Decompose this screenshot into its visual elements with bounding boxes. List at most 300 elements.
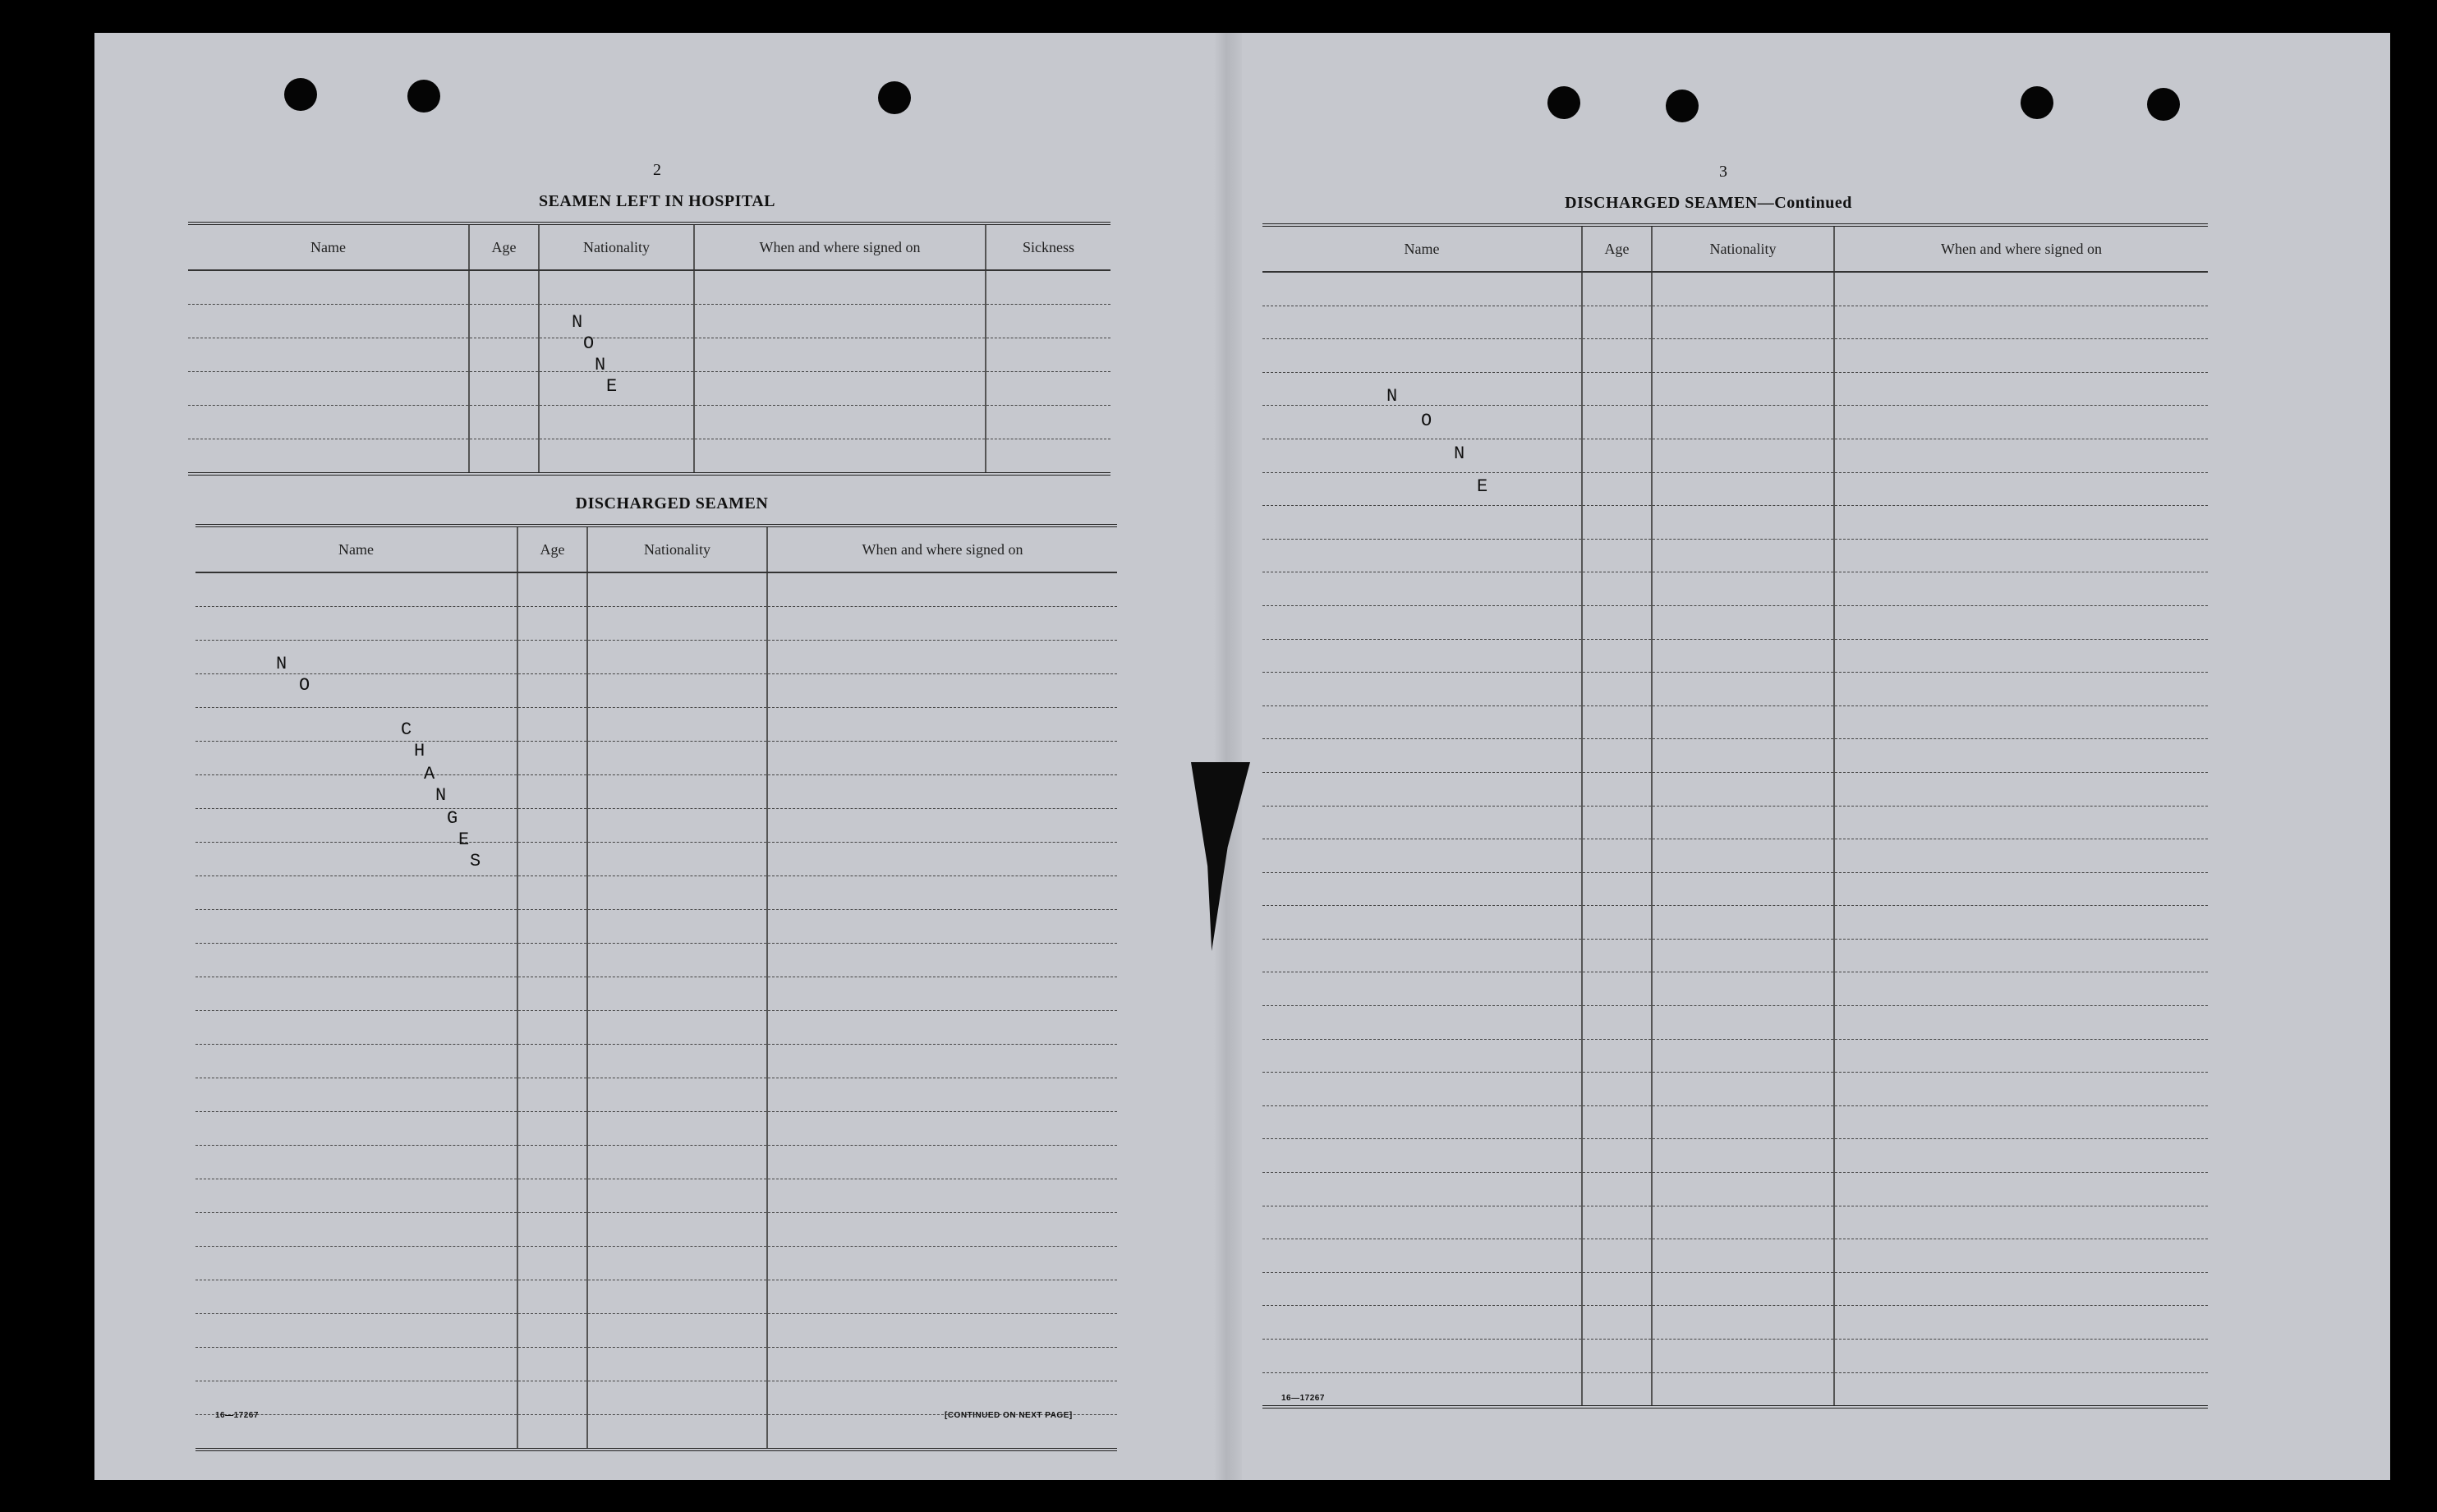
table-cell [1262, 1006, 1582, 1040]
hospital-table [188, 222, 1110, 476]
table-cell [517, 1112, 587, 1146]
table-cell [1262, 1073, 1582, 1106]
punch-hole [2021, 86, 2053, 119]
table-row [195, 809, 1117, 843]
table-cell [1834, 1139, 2208, 1173]
table-cell [1582, 272, 1652, 306]
table-row [1262, 439, 2208, 472]
table-cell [1652, 1206, 1834, 1239]
table-row [1262, 705, 2208, 739]
punch-hole [1666, 90, 1699, 122]
typed-entry-letter: O [299, 675, 310, 696]
table-row [195, 910, 1117, 944]
table-cell [195, 1045, 517, 1078]
table-cell [587, 809, 767, 843]
table-row [195, 708, 1117, 742]
table-cell [188, 372, 469, 406]
table-cell [469, 305, 539, 338]
table-cell [1262, 939, 1582, 972]
table-cell [767, 1078, 1117, 1112]
typed-entry-letter: S [470, 851, 481, 871]
table-cell [1262, 1206, 1582, 1239]
table-row [1262, 1105, 2208, 1139]
table-cell [1652, 439, 1834, 472]
discharged-table [195, 524, 1117, 1451]
table-cell [694, 406, 986, 439]
table-cell [195, 572, 517, 607]
table-cell [517, 1146, 587, 1179]
table-cell [1834, 372, 2208, 406]
table-cell [1834, 1206, 2208, 1239]
table-cell [767, 1348, 1117, 1381]
table-cell [587, 1348, 767, 1381]
column-header-age: Age [517, 526, 587, 572]
table-cell [1582, 439, 1652, 472]
punch-hole [1547, 86, 1580, 119]
table-row [195, 977, 1117, 1011]
table-row [188, 439, 1110, 475]
table-cell [1652, 872, 1834, 906]
table-cell [1652, 306, 1834, 339]
table-cell [587, 1179, 767, 1213]
table-cell [1652, 1105, 1834, 1139]
table-cell [587, 876, 767, 910]
table-cell [1582, 705, 1652, 739]
table-row [1262, 339, 2208, 373]
form-code: 16—17267 [1281, 1394, 1325, 1403]
table-row [1262, 472, 2208, 506]
table-cell [767, 876, 1117, 910]
table-cell [1834, 806, 2208, 839]
table-cell [1582, 1340, 1652, 1373]
typed-entry-letter: G [447, 808, 458, 829]
table-cell [1834, 839, 2208, 873]
table-cell [587, 977, 767, 1011]
table-cell [1652, 406, 1834, 439]
punch-hole [284, 78, 317, 111]
table-row [195, 1213, 1117, 1247]
table-row [188, 305, 1110, 338]
table-row [1262, 906, 2208, 940]
table-row [1262, 406, 2208, 439]
table-cell [517, 1247, 587, 1280]
table-cell [1834, 906, 2208, 940]
table-cell [767, 708, 1117, 742]
typed-entry-letter: N [1386, 386, 1398, 407]
table-cell [517, 641, 587, 674]
table-row [195, 1381, 1117, 1415]
typed-entry-letter: E [458, 830, 470, 850]
section-title-discharged: DISCHARGED SEAMEN [575, 494, 769, 512]
table-cell [767, 1179, 1117, 1213]
table-cell [1582, 1372, 1652, 1407]
table-row [1262, 1206, 2208, 1239]
table-cell [767, 607, 1117, 641]
table-row [195, 843, 1117, 876]
table-cell [1834, 1039, 2208, 1073]
table-row [1262, 306, 2208, 339]
table-cell [517, 1280, 587, 1314]
table-cell [195, 1247, 517, 1280]
table-cell [1262, 705, 1582, 739]
table-row [195, 775, 1117, 809]
table-cell [587, 843, 767, 876]
table-cell [1834, 772, 2208, 806]
table-cell [1652, 639, 1834, 673]
table-cell [767, 641, 1117, 674]
table-cell [1262, 1173, 1582, 1206]
table-cell [195, 1011, 517, 1045]
center-fold [1214, 33, 1242, 1480]
table-cell [587, 1415, 767, 1450]
table-row [1262, 839, 2208, 873]
table-cell [1262, 306, 1582, 339]
table-cell [539, 270, 694, 305]
table-cell [469, 439, 539, 475]
table-cell [195, 674, 517, 708]
table-cell [587, 708, 767, 742]
table-cell [587, 1314, 767, 1348]
table-cell [1582, 839, 1652, 873]
table-row [188, 270, 1110, 305]
table-cell [195, 1179, 517, 1213]
table-row [195, 1314, 1117, 1348]
table-cell [1262, 739, 1582, 773]
table-row [1262, 806, 2208, 839]
table-cell [767, 910, 1117, 944]
table-cell [587, 742, 767, 775]
table-cell [1834, 1006, 2208, 1040]
continued-note: [CONTINUED ON NEXT PAGE] [945, 1411, 1073, 1420]
table-row [1262, 939, 2208, 972]
table-cell [1652, 372, 1834, 406]
typed-entry-letter: O [583, 333, 595, 354]
table-row [1262, 872, 2208, 906]
column-header-signed-on: When and where signed on [1834, 225, 2208, 272]
table-cell [1652, 673, 1834, 706]
table-cell [1652, 572, 1834, 606]
punch-hole [407, 80, 440, 113]
table-row [195, 607, 1117, 641]
table-cell [517, 572, 587, 607]
table-cell [587, 1213, 767, 1247]
table-cell [539, 439, 694, 475]
table-cell [587, 1381, 767, 1415]
table-cell [1652, 1306, 1834, 1340]
column-header-age: Age [469, 223, 539, 270]
table-row [195, 876, 1117, 910]
table-cell [1582, 906, 1652, 940]
hospital-rows [188, 270, 1110, 474]
table-cell [469, 270, 539, 305]
table-cell [767, 1381, 1117, 1415]
table-cell [195, 1280, 517, 1314]
table-cell [1652, 972, 1834, 1006]
table-cell [188, 270, 469, 305]
table-cell [1652, 806, 1834, 839]
table-cell [517, 843, 587, 876]
table-cell [517, 1045, 587, 1078]
page-number: 2 [653, 161, 661, 179]
table-row [195, 742, 1117, 775]
column-header-nationality: Nationality [587, 526, 767, 572]
table-cell [1582, 605, 1652, 639]
table-cell [539, 406, 694, 439]
table-cell [1262, 572, 1582, 606]
section-title-discharged-continued: DISCHARGED SEAMEN—Continued [1565, 194, 1852, 212]
table-cell [1834, 639, 2208, 673]
table-row [195, 674, 1117, 708]
table-cell [1834, 872, 2208, 906]
table-cell [1834, 1073, 2208, 1106]
table-cell [1262, 1340, 1582, 1373]
table-cell [517, 775, 587, 809]
table-cell [767, 1247, 1117, 1280]
table-cell [517, 607, 587, 641]
table-cell [1582, 1206, 1652, 1239]
table-cell [1262, 506, 1582, 540]
column-header-name: Name [195, 526, 517, 572]
table-cell [1262, 339, 1582, 373]
table-cell [517, 977, 587, 1011]
table-cell [1834, 539, 2208, 572]
table-cell [1582, 639, 1652, 673]
column-header-nationality: Nationality [1652, 225, 1834, 272]
table-cell [694, 372, 986, 406]
table-row [1262, 739, 2208, 773]
table-cell [1582, 572, 1652, 606]
table-cell [1652, 339, 1834, 373]
table-cell [1582, 806, 1652, 839]
table-row [195, 1011, 1117, 1045]
table-cell [1262, 1105, 1582, 1139]
typed-entry-letter: N [435, 785, 447, 806]
column-header-sickness: Sickness [986, 223, 1110, 270]
table-cell [1834, 1105, 2208, 1139]
table-cell [1834, 705, 2208, 739]
table-cell [767, 944, 1117, 977]
table-cell [767, 742, 1117, 775]
table-cell [767, 1146, 1117, 1179]
table-cell [195, 607, 517, 641]
column-header-signed-on: When and where signed on [767, 526, 1117, 572]
table-cell [694, 305, 986, 338]
table-row [1262, 1340, 2208, 1373]
table-cell [767, 1280, 1117, 1314]
table-cell [1652, 1073, 1834, 1106]
table-cell [1834, 572, 2208, 606]
typed-entry-letter: O [1421, 411, 1432, 431]
table-row [1262, 1006, 2208, 1040]
table-cell [1834, 1340, 2208, 1373]
table-row [1262, 1239, 2208, 1273]
table-cell [1834, 306, 2208, 339]
table-cell [517, 1011, 587, 1045]
table-cell [517, 1348, 587, 1381]
typed-entry-letter: A [424, 764, 435, 784]
table-cell [1652, 1039, 1834, 1073]
table-row [195, 1179, 1117, 1213]
typed-entry-letter: H [414, 741, 425, 761]
column-header-name: Name [1262, 225, 1582, 272]
table-cell [1582, 939, 1652, 972]
table-cell [188, 338, 469, 372]
table-row [1262, 639, 2208, 673]
table-cell [195, 876, 517, 910]
table-cell [1834, 272, 2208, 306]
table-cell [1834, 506, 2208, 540]
table-cell [1582, 306, 1652, 339]
table-cell [517, 1314, 587, 1348]
table-cell [1582, 472, 1652, 506]
table-cell [539, 305, 694, 338]
table-cell [1652, 705, 1834, 739]
table-row [188, 406, 1110, 439]
table-cell [1652, 1272, 1834, 1306]
table-row [1262, 1306, 2208, 1340]
table-cell [1582, 406, 1652, 439]
table-row [1262, 1173, 2208, 1206]
discharged-continued-table [1262, 223, 2208, 1409]
table-cell [195, 775, 517, 809]
table-cell [767, 1045, 1117, 1078]
table-cell [1834, 739, 2208, 773]
table-cell [195, 1112, 517, 1146]
typed-entry-letter: N [1454, 443, 1465, 464]
column-header-age: Age [1582, 225, 1652, 272]
table-cell [195, 1213, 517, 1247]
table-cell [517, 1179, 587, 1213]
table-cell [587, 1045, 767, 1078]
table-cell [1834, 1306, 2208, 1340]
table-cell [1582, 972, 1652, 1006]
table-row [1262, 605, 2208, 639]
table-cell [195, 1146, 517, 1179]
column-header-name: Name [188, 223, 469, 270]
table-cell [517, 742, 587, 775]
table-row [1262, 673, 2208, 706]
table-cell [587, 1011, 767, 1045]
table-row [188, 372, 1110, 406]
table-cell [195, 708, 517, 742]
table-cell [1582, 372, 1652, 406]
table-cell [517, 876, 587, 910]
table-cell [195, 742, 517, 775]
table-cell [195, 1078, 517, 1112]
table-cell [986, 305, 1110, 338]
table-cell [517, 809, 587, 843]
table-cell [587, 572, 767, 607]
table-cell [587, 944, 767, 977]
table-row [195, 1112, 1117, 1146]
table-cell [469, 406, 539, 439]
typed-entry-letter: N [572, 312, 583, 333]
table-row [188, 338, 1110, 372]
table-cell [1262, 872, 1582, 906]
table-row [1262, 272, 2208, 306]
section-title-hospital: SEAMEN LEFT IN HOSPITAL [538, 192, 776, 210]
table-cell [1834, 1372, 2208, 1407]
table-cell [587, 775, 767, 809]
table-cell [1582, 1073, 1652, 1106]
table-cell [1834, 605, 2208, 639]
table-row [195, 1045, 1117, 1078]
table-cell [195, 1381, 517, 1415]
table-cell [986, 439, 1110, 475]
table-cell [517, 708, 587, 742]
table-cell [1262, 1306, 1582, 1340]
table-cell [767, 775, 1117, 809]
table-row [195, 641, 1117, 674]
punch-hole [878, 81, 911, 114]
table-cell [694, 338, 986, 372]
table-cell [1652, 1372, 1834, 1407]
table-row [195, 1348, 1117, 1381]
table-cell [195, 1348, 517, 1381]
table-cell [767, 1011, 1117, 1045]
table-cell [587, 641, 767, 674]
table-cell [195, 944, 517, 977]
table-cell [1652, 1173, 1834, 1206]
table-cell [195, 977, 517, 1011]
table-cell [1652, 739, 1834, 773]
table-cell [1582, 772, 1652, 806]
table-cell [469, 372, 539, 406]
table-cell [694, 439, 986, 475]
table-cell [1582, 872, 1652, 906]
table-cell [587, 1247, 767, 1280]
table-cell [1834, 472, 2208, 506]
table-cell [1582, 1006, 1652, 1040]
table-cell [1652, 605, 1834, 639]
table-cell [1262, 1239, 1582, 1273]
table-row [195, 1078, 1117, 1112]
table-cell [517, 1078, 587, 1112]
table-cell [1652, 939, 1834, 972]
table-cell [1262, 1039, 1582, 1073]
table-cell [517, 1381, 587, 1415]
column-header-nationality: Nationality [539, 223, 694, 270]
table-cell [986, 406, 1110, 439]
table-cell [1582, 1272, 1652, 1306]
typed-entry-letter: E [606, 376, 618, 397]
table-cell [587, 607, 767, 641]
table-row [1262, 572, 2208, 606]
table-cell [1262, 839, 1582, 873]
table-cell [767, 1314, 1117, 1348]
table-cell [1582, 1173, 1652, 1206]
table-cell [587, 674, 767, 708]
table-row [1262, 1139, 2208, 1173]
table-cell [986, 372, 1110, 406]
table-cell [1582, 1039, 1652, 1073]
table-cell [1582, 539, 1652, 572]
table-cell [517, 1415, 587, 1450]
table-row [1262, 772, 2208, 806]
table-row [195, 1247, 1117, 1280]
table-cell [1262, 439, 1582, 472]
table-cell [986, 270, 1110, 305]
table-row [1262, 506, 2208, 540]
table-cell [767, 1112, 1117, 1146]
table-cell [767, 572, 1117, 607]
table-cell [1652, 1239, 1834, 1273]
page-number: 3 [1719, 163, 1727, 181]
table-cell [195, 641, 517, 674]
table-cell [1652, 1340, 1834, 1373]
table-cell [188, 439, 469, 475]
table-cell [1582, 1239, 1652, 1273]
